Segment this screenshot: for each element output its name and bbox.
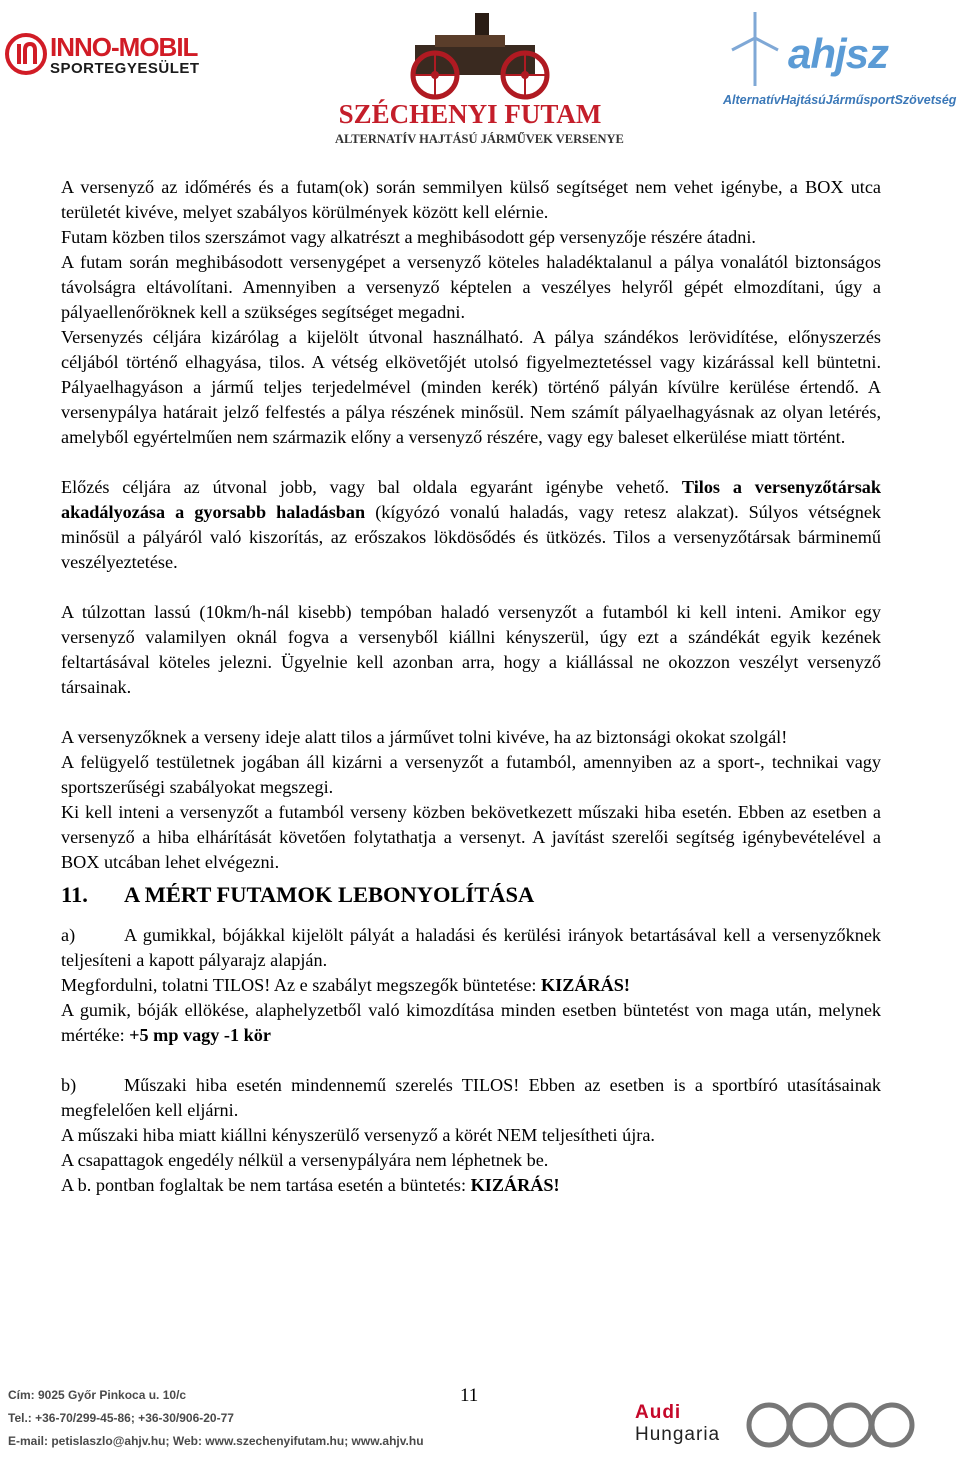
item-b-text1 [61, 1073, 881, 1123]
steam-engine-icon [335, 5, 605, 101]
item-b-text3: A csapattagok engedély nélkül a versenypályára nem léphetnek be. [61, 1150, 549, 1170]
paragraph: A felügyelő testületnek jogában áll kizárni a versenyzőt a futamból, amennyiben az a sport-, technikai vagy sportszerűségi szabályokat megszegi. [61, 752, 881, 797]
penalty-bold: +5 mp vagy -1 kör [129, 1025, 271, 1045]
szechenyi-futam-subtitle: ALTERNATÍV HAJTÁSÚ JÁRMŰVEK VERSENYE [335, 132, 624, 146]
section-heading [61, 881, 881, 909]
item-a-text1 [61, 923, 881, 973]
paragraph: Versenyzés céljára kizárólag a kijelölt útvonal használható. A pálya szándékos lerövidítése, előnyszerzés céljából történő elhagyása, tilos. A vétség elkövetőjét utolsó figyelmeztetéssel vagy kizárással kell büntetni. Pályaelhagyáson a jármű teljes terjedelmével (minden kerék) történő pályán kívülre kerülése értendő. A versenypálya határait jelző felfestés a pálya részének minősül. Nem számít pályaelhagyásnak az olyan letérés, amelyből egyértelműen nem származik előny a versenyző részére, vagy egy baleset elkerülése miatt történt. [61, 327, 881, 447]
section-number: 11. [61, 882, 88, 907]
paragraph: A versenyzőknek a verseny ideje alatt tilos a járművet tolni kivéve, ha az biztonsági okokat szolgál! [61, 727, 788, 747]
text-run: A gumikkal, bójákkal kijelölt pályát a haladási és kerülési irányok betartásával kell a versenyzőknek teljesíteni a kapott pályarajz alapján. [61, 925, 881, 970]
text-run: A b. pontban foglaltak be nem tartása esetén a büntetés: [61, 1175, 467, 1195]
item-a-text2 [61, 973, 881, 998]
item-a-text3 [61, 998, 881, 1048]
bold-text: Tilos a versenyzőtársak akadályozása a gyorsabb haladásban [61, 477, 882, 522]
footer-email: E-mail: petislaszlo@ahjv.hu; Web: www.szechenyifutam.hu; www.ahjv.hu [8, 1434, 424, 1448]
document-body [61, 175, 881, 1198]
inno-mobil-emblem-icon [4, 32, 48, 76]
text-run: (kígyózó vonalú haladás, vagy retesz alakzat). Súlyos vétségnek minősül a pályáról való kiszorítás, az erőszakos lökdösődés és ütközés. Tilos a versenyzőtársak bárminemű veszélyeztetése. [61, 502, 882, 572]
item-b-label: b) [61, 1075, 77, 1095]
ahjsz-subtitle: AlternatívHajtásúJárműsportSzövetség [723, 93, 957, 107]
penalty-bold: KIZÁRÁS! [470, 1175, 560, 1195]
paragraph: A futam során meghibásodott versenygépet a versenyző köteles haladéktalanul a pálya vonalától biztonságos távolságra eltávolítani. Amennyiben a versenyző képtelen a veszélyes helyről gépét elmozdítani, úgy a pályaellenőröknek kell a szükséges segítséget megadni. [61, 252, 881, 322]
paragraph: Ki kell inteni a versenyzőt a futamból verseny közben bekövetkezett műszaki hiba esetén. Ebben az esetben a versenyző a hiba elhárítását követően folytathatja a versenyt. A javítást szerelői segítség igénybevételével a BOX utcában lehet elvégezni. [61, 802, 881, 872]
section-title: A MÉRT FUTAMOK LEBONYOLÍTÁSA [124, 882, 535, 907]
sponsor-line2: Hungaria [635, 1424, 721, 1445]
footer-phone: Tel.: +36-70/299-45-86; +36-30/906-20-77 [8, 1411, 234, 1425]
page-number: 11 [460, 1385, 479, 1406]
ahjsz-name: ahjsz [788, 30, 889, 77]
inno-mobil-name: INNO-MOBIL [50, 32, 198, 62]
paragraph [61, 475, 881, 575]
penalty-bold: KIZÁRÁS! [541, 975, 630, 995]
sponsor-line1: Audi [635, 1402, 682, 1423]
szechenyi-futam-title: SZÉCHENYI FUTAM [338, 99, 602, 129]
audi-rings-icon [742, 1400, 942, 1450]
text-run: Műszaki hiba esetén mindennemű szerelés TILOS! Ebben az esetben is a sportbíró utasításainak megfelelően kell eljárni. [61, 1075, 881, 1120]
text-run: Előzés céljára az útvonal jobb, vagy bal oldala egyaránt igénybe vehető. [61, 477, 670, 497]
paragraph: A versenyző az időmérés és a futam(ok) során semmilyen külső segítséget nem vehet igénybe, a BOX utca területét kivéve, melyet szabályos körülmények között kell elérnie. [61, 177, 881, 222]
page-header [0, 0, 960, 150]
item-a-label: a) [61, 925, 76, 945]
paragraph: Futam közben tilos szerszámot vagy alkatrészt a meghibásodott gép versenyzője részére átadni. [61, 227, 756, 247]
text-run: Megfordulni, tolatni TILOS! Az e szabályt megszegők büntetése: [61, 975, 537, 995]
wind-turbine-icon [720, 8, 790, 88]
szechenyi-futam-logo [335, 5, 624, 150]
paragraph: A túlzottan lassú (10km/h-nál kisebb) tempóban haladó versenyzőt a futamból ki kell inteni. Amikor egy versenyző valamilyen oknál fogva a versenyből kiállni kényszerül, úgy ezt a szándékát egyik kezének feltartásával köteles jelezni. Ügyelnie kell azonban arra, hogy a kiállással ne okozzon veszélyt versenyző társainak. [61, 602, 881, 697]
text-run: A gumik, bóják ellökése, alaphelyzetből való kimozdítása minden esetben büntetést von maga után, melynek mértéke: [61, 1000, 881, 1045]
item-b-text2: A műszaki hiba miatt kiállni kényszerülő versenyző a körét NEM teljesítheti újra. [61, 1125, 655, 1145]
ahjsz-logo [720, 8, 956, 118]
inno-mobil-subtitle: SPORTEGYESÜLET [50, 60, 200, 77]
footer-address: Cím: 9025 Győr Pinkoca u. 10/c [8, 1388, 187, 1402]
inno-mobil-logo [4, 30, 224, 85]
audi-hungaria-logo [632, 1400, 932, 1450]
item-b-text4 [61, 1173, 881, 1198]
